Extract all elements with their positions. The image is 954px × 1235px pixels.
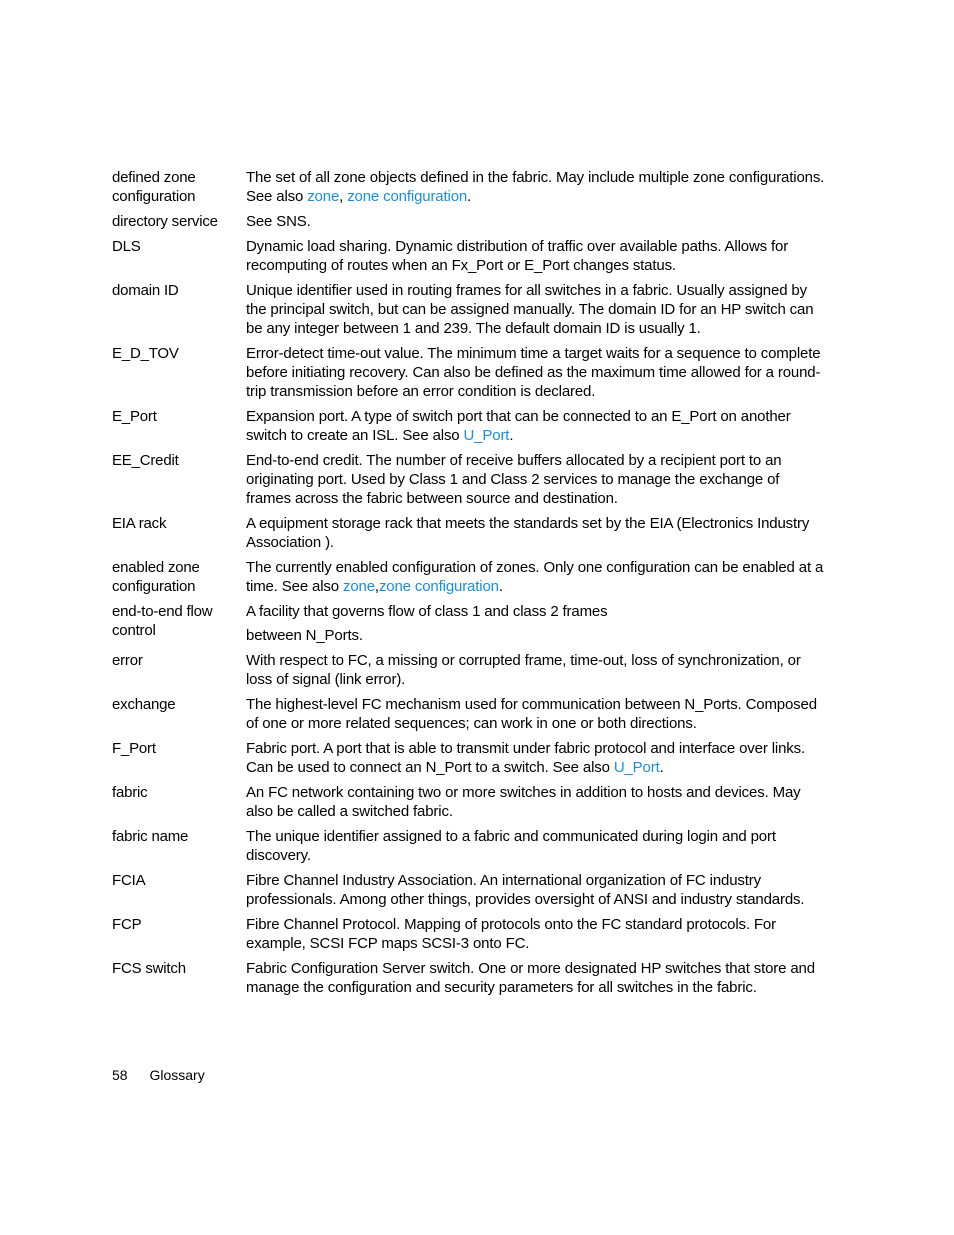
glossary-entry bbox=[112, 602, 827, 645]
definition-segment: . bbox=[509, 427, 514, 444]
definition-text bbox=[246, 651, 826, 689]
definition-segment: Fabric port. A port that is able to transmit under fabric protocol and interface over links. Can be used to connect an N_Port to a switch. See also bbox=[246, 740, 805, 776]
definition-segment: Expansion port. A type of switch port that can be connected to an E_Port on another switch to create an ISL. See also bbox=[246, 408, 791, 444]
definition-segment: . bbox=[467, 188, 472, 205]
glossary-definition bbox=[246, 695, 826, 733]
glossary-entry bbox=[112, 651, 827, 689]
glossary-definition bbox=[246, 783, 826, 821]
definition-segment: Fibre Channel Protocol. Mapping of protocols onto the FC standard protocols. For example, SCSI FCP maps SCSI-3 onto FC. bbox=[246, 916, 776, 952]
cross-reference-link[interactable]: zone configuration bbox=[378, 578, 499, 595]
definition-text bbox=[246, 212, 826, 231]
definition-text bbox=[246, 407, 826, 445]
glossary-list bbox=[112, 168, 827, 1003]
definition-text bbox=[246, 695, 826, 733]
definition-segment: A equipment storage rack that meets the standards set by the EIA (Electronics Industry Association ). bbox=[246, 515, 810, 551]
glossary-definition bbox=[246, 451, 826, 508]
glossary-term: FCS switch bbox=[112, 960, 186, 977]
definition-text bbox=[246, 514, 826, 552]
glossary-entry bbox=[112, 407, 827, 445]
glossary-entry bbox=[112, 695, 827, 733]
glossary-entry bbox=[112, 827, 827, 865]
definition-text bbox=[246, 871, 826, 909]
glossary-definition bbox=[246, 739, 826, 777]
definition-segment: Dynamic load sharing. Dynamic distribution of traffic over available paths. Allows for recomputing of routes when an Fx_Port or E_Port changes status. bbox=[246, 238, 789, 274]
glossary-term: domain ID bbox=[112, 282, 179, 299]
definition-segment: , bbox=[339, 188, 348, 205]
glossary-entry bbox=[112, 344, 827, 401]
definition-text bbox=[246, 237, 826, 275]
glossary-entry bbox=[112, 451, 827, 508]
definition-text bbox=[246, 168, 826, 206]
definition-segment: . bbox=[498, 578, 503, 595]
definition-text bbox=[246, 827, 826, 865]
definition-text bbox=[246, 783, 826, 821]
definition-segment: See SNS. bbox=[246, 213, 311, 230]
definition-paragraph: A facility that governs flow of class 1 and class 2 frames bbox=[246, 603, 608, 620]
glossary-definition bbox=[246, 651, 826, 689]
cross-reference-link[interactable]: zone bbox=[307, 188, 340, 205]
glossary-definition bbox=[246, 281, 826, 338]
definition-segment: . bbox=[659, 759, 664, 776]
glossary-entry bbox=[112, 739, 827, 777]
glossary-entry bbox=[112, 237, 827, 275]
glossary-entry bbox=[112, 168, 827, 206]
cross-reference-link[interactable]: zone configuration bbox=[347, 188, 468, 205]
definition-segment: The currently enabled configuration of zones. Only one configuration can be enabled at a time. See also bbox=[246, 559, 824, 595]
definition-text bbox=[246, 915, 826, 953]
definition-text bbox=[246, 739, 826, 777]
section-title: Glossary bbox=[149, 1067, 205, 1083]
glossary-entry bbox=[112, 871, 827, 909]
glossary-term: error bbox=[112, 652, 143, 669]
definition-segment: An FC network containing two or more switches in addition to hosts and devices. May also be called a switched fabric. bbox=[246, 784, 801, 820]
definition-segment: The set of all zone objects defined in the fabric. May include multiple zone configurations. See also bbox=[246, 169, 825, 205]
glossary-term: enabled zone configuration bbox=[112, 559, 200, 595]
definition-segment: Error-detect time-out value. The minimum time a target waits for a sequence to complete before initiating recovery. Can also be defined as the maximum time allowed for a round-trip transmission before an error condition is declared. bbox=[246, 345, 821, 400]
glossary-term: EIA rack bbox=[112, 515, 167, 532]
glossary-term: FCP bbox=[112, 916, 142, 933]
definition-segment: Fabric Configuration Server switch. One or more designated HP switches that store and manage the configuration and security parameters for all switches in the fabric. bbox=[246, 960, 815, 996]
glossary-definition bbox=[246, 168, 826, 206]
glossary-entry bbox=[112, 281, 827, 338]
glossary-definition bbox=[246, 344, 826, 401]
glossary-definition bbox=[246, 407, 826, 445]
glossary-term: E_D_TOV bbox=[112, 345, 179, 362]
glossary-term: defined zone configuration bbox=[112, 169, 196, 205]
definition-text bbox=[246, 344, 826, 401]
glossary-definition bbox=[246, 558, 826, 596]
page-footer bbox=[112, 1067, 205, 1083]
definition-segment: End-to-end credit. The number of receive buffers allocated by a recipient port to an originating port. Used by Class 1 and Class 2 services to manage the exchange of frames across the fabric between source and destination. bbox=[246, 452, 782, 507]
cross-reference-link[interactable]: U_Port bbox=[613, 759, 660, 776]
glossary-entry bbox=[112, 915, 827, 953]
glossary-term: end-to-end flow control bbox=[112, 603, 213, 639]
definition-segment: , bbox=[374, 578, 379, 595]
glossary-term: E_Port bbox=[112, 408, 157, 425]
definition-text bbox=[246, 959, 826, 997]
glossary-definition bbox=[246, 212, 826, 231]
definition-paragraph: between N_Ports. bbox=[246, 627, 363, 644]
glossary-definition bbox=[246, 514, 826, 552]
definition-segment: Fibre Channel Industry Association. An international organization of FC industry professionals. Among other things, provides oversight of ANSI and industry standards. bbox=[246, 872, 805, 908]
glossary-definition bbox=[246, 602, 826, 645]
page-number: 58 bbox=[112, 1067, 128, 1083]
glossary-term: fabric name bbox=[112, 828, 189, 845]
glossary-definition bbox=[246, 827, 826, 865]
definition-segment: The highest-level FC mechanism used for communication between N_Ports. Composed of one or more related sequences; can work in one or both directions. bbox=[246, 696, 817, 732]
glossary-term: fabric bbox=[112, 784, 148, 801]
cross-reference-link[interactable]: zone bbox=[342, 578, 375, 595]
glossary-term: F_Port bbox=[112, 740, 156, 757]
glossary-definition bbox=[246, 237, 826, 275]
glossary-term: DLS bbox=[112, 238, 141, 255]
glossary-entry bbox=[112, 514, 827, 552]
definition-text bbox=[246, 281, 826, 338]
glossary-definition bbox=[246, 959, 826, 997]
definition-segment: With respect to FC, a missing or corrupted frame, time-out, loss of synchronization, or loss of signal (link error). bbox=[246, 652, 801, 688]
glossary-term: exchange bbox=[112, 696, 176, 713]
glossary-term: directory service bbox=[112, 213, 218, 230]
glossary-entry bbox=[112, 959, 827, 997]
glossary-entry bbox=[112, 558, 827, 596]
definition-text bbox=[246, 558, 826, 596]
glossary-entry bbox=[112, 212, 827, 231]
cross-reference-link[interactable]: U_Port bbox=[463, 427, 510, 444]
definition-segment: Unique identifier used in routing frames for all switches in a fabric. Usually assigned by the principal switch, but can be assigned manually. The domain ID for an HP switch can be any integer between 1 and 239. The default domain ID is usually 1. bbox=[246, 282, 814, 337]
glossary-term: EE_Credit bbox=[112, 452, 179, 469]
glossary-definition bbox=[246, 915, 826, 953]
glossary-entry bbox=[112, 783, 827, 821]
definition-segment: The unique identifier assigned to a fabric and communicated during login and port discovery. bbox=[246, 828, 776, 864]
glossary-definition bbox=[246, 871, 826, 909]
definition-text bbox=[246, 451, 826, 508]
glossary-term: FCIA bbox=[112, 872, 146, 889]
